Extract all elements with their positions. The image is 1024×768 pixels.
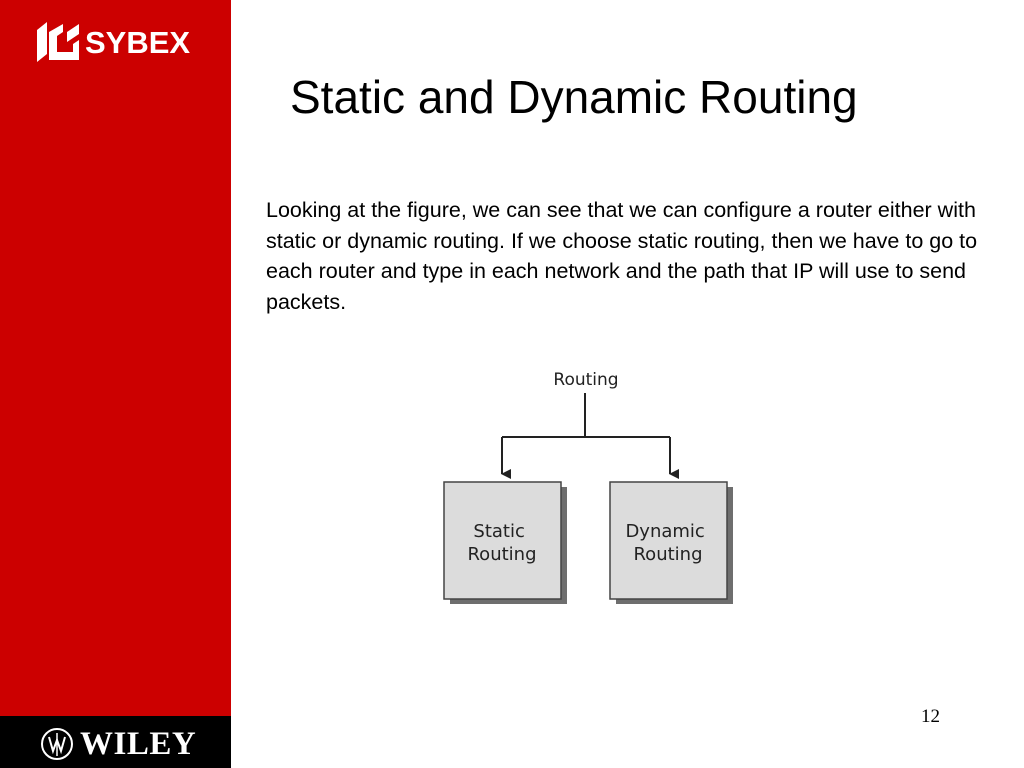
sybex-logo-text: SYBEX — [85, 25, 191, 60]
wiley-logo-text: WILEY — [80, 726, 197, 762]
page-number: 12 — [921, 706, 940, 727]
dynamic-box-line-1: Dynamic — [625, 521, 705, 542]
sybex-mark-icon — [33, 18, 81, 66]
wiley-emblem-icon — [40, 727, 74, 761]
sybex-logo — [33, 18, 198, 66]
diagram-root-label: Routing — [553, 370, 619, 390]
footer-bar — [0, 716, 231, 768]
static-routing-box — [444, 482, 567, 604]
dynamic-box-line-2: Routing — [633, 544, 703, 565]
static-box-line-1: Static — [473, 521, 525, 542]
routing-diagram — [436, 360, 746, 615]
body-paragraph: Looking at the figure, we can see that we can configure a router either with static or dynamic routing. If we choose static routing, then we have to go to each router and type in each network and the path that IP will use to send packets. — [266, 198, 978, 314]
wiley-logo — [40, 724, 200, 762]
dynamic-routing-box — [610, 482, 733, 604]
static-box-line-2: Routing — [467, 544, 537, 565]
sidebar-band — [0, 0, 231, 716]
slide-title: Static and Dynamic Routing — [290, 71, 858, 123]
